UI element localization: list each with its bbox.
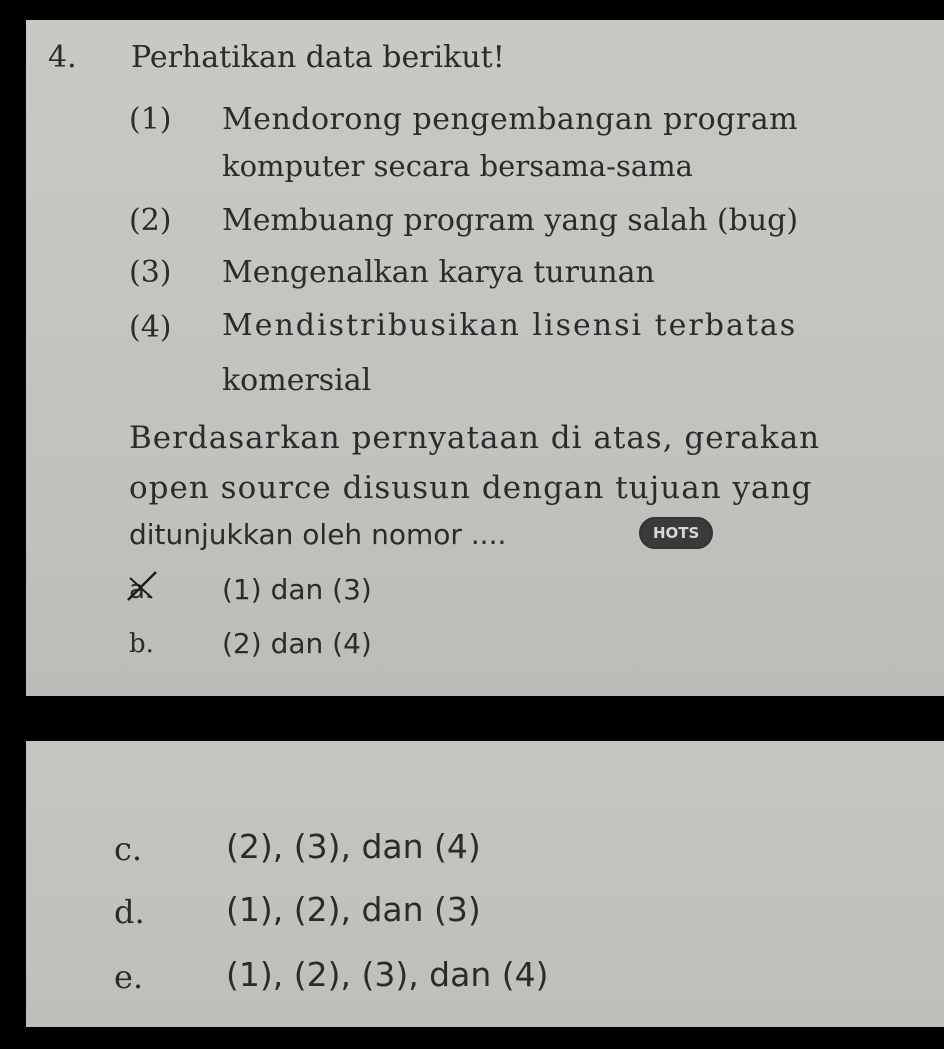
item-text-2: Membuang program yang salah (bug) (222, 203, 799, 238)
item-text-4-line1: Mendistribusikan lisensi terbatas (222, 308, 798, 343)
item-label-2: (2) (129, 203, 172, 238)
option-c-letter: c. (114, 830, 143, 868)
option-e-text: (1), (2), (3), dan (4) (226, 955, 549, 994)
option-b-text: (2) dan (4) (222, 627, 372, 660)
question-panel-bottom (26, 741, 944, 1027)
item-text-1-line2: komputer secara bersama-sama (222, 149, 693, 183)
strike-mark-icon (124, 568, 160, 604)
item-text-4-line2: komersial (222, 363, 372, 398)
question-number: 4. (48, 40, 77, 75)
option-a-letter: a. (129, 575, 154, 605)
option-d-text: (1), (2), dan (3) (226, 890, 481, 929)
option-b-letter: b. (129, 629, 154, 659)
question-panel-top (26, 20, 944, 696)
option-d-letter: d. (114, 893, 145, 931)
paragraph-line-1: Berdasarkan pernyataan di atas, gerakan (129, 420, 821, 456)
item-label-1: (1) (129, 102, 172, 137)
item-text-3: Mengenalkan karya turunan (222, 255, 655, 290)
question-title: Perhatikan data berikut! (131, 40, 505, 75)
item-text-1-line1: Mendorong pengembangan program (222, 102, 799, 137)
option-e-letter: e. (114, 958, 144, 996)
paragraph-line-2: open source disusun dengan tujuan yang (129, 470, 813, 506)
option-c-text: (2), (3), dan (4) (226, 827, 481, 866)
item-label-4: (4) (129, 310, 172, 345)
option-a-text: (1) dan (3) (222, 573, 372, 606)
paragraph-line-3: ditunjukkan oleh nomor .... (129, 518, 507, 551)
item-label-3: (3) (129, 255, 172, 290)
hots-badge: HOTS (639, 517, 713, 549)
